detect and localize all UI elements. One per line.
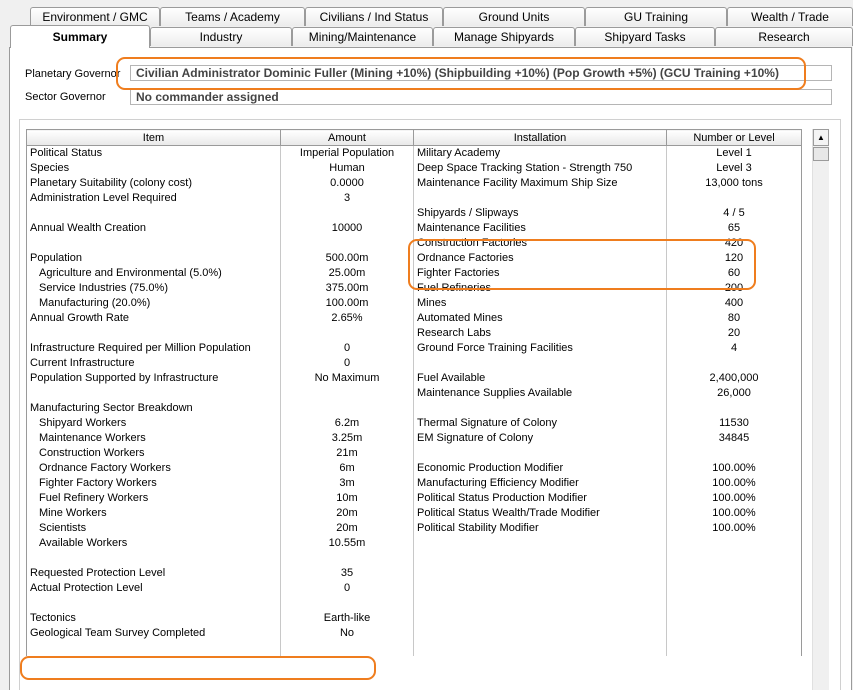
- item-cell: Manufacturing Sector Breakdown: [27, 401, 281, 416]
- table-row[interactable]: [27, 626, 802, 641]
- tab-civilians-ind-status[interactable]: Civilians / Ind Status: [305, 7, 443, 26]
- item-cell: Scientists: [27, 521, 281, 536]
- table-row[interactable]: [27, 206, 802, 221]
- level-cell: 4 / 5: [667, 206, 802, 221]
- table-row[interactable]: [27, 431, 802, 446]
- header-item[interactable]: Item: [27, 130, 281, 146]
- table-row[interactable]: [27, 521, 802, 536]
- level-cell: 65: [667, 221, 802, 236]
- item-cell: Population: [27, 251, 281, 266]
- installation-cell: Shipyards / Slipways: [414, 206, 667, 221]
- amount-cell: 0: [281, 341, 414, 356]
- installation-cell: Ground Force Training Facilities: [414, 341, 667, 356]
- item-cell: [27, 551, 281, 566]
- installation-cell: Automated Mines: [414, 311, 667, 326]
- item-cell: Shipyard Workers: [27, 416, 281, 431]
- amount-cell: 100.00m: [281, 296, 414, 311]
- table-row[interactable]: [27, 401, 802, 416]
- installation-cell: [414, 596, 667, 611]
- sector-governor-field[interactable]: No commander assigned: [130, 89, 832, 105]
- table-row[interactable]: [27, 341, 802, 356]
- level-cell: 26,000: [667, 386, 802, 401]
- installation-cell: Fuel Available: [414, 371, 667, 386]
- table-row[interactable]: [27, 596, 802, 611]
- item-cell: [27, 641, 281, 656]
- tab-shipyard-tasks[interactable]: Shipyard Tasks: [575, 27, 715, 46]
- item-cell: [27, 386, 281, 401]
- table-row[interactable]: [27, 191, 802, 206]
- level-cell: [667, 191, 802, 206]
- table-row[interactable]: [27, 536, 802, 551]
- summary-grid: [26, 129, 802, 656]
- installation-cell: [414, 551, 667, 566]
- amount-cell: 6m: [281, 461, 414, 476]
- installation-cell: [414, 626, 667, 641]
- installation-cell: Fuel Refineries: [414, 281, 667, 296]
- tab-research[interactable]: Research: [715, 27, 853, 46]
- amount-cell: 3.25m: [281, 431, 414, 446]
- amount-cell: [281, 551, 414, 566]
- level-cell: [667, 536, 802, 551]
- planetary-governor-field[interactable]: Civilian Administrator Dominic Fuller (Mining +10%) (Shipbuilding +10%) (Pop Growth +5%) (GCU Training +10%): [130, 65, 832, 81]
- item-cell: Species: [27, 161, 281, 176]
- sector-governor-label: Sector Governor: [25, 91, 106, 103]
- installation-cell: [414, 641, 667, 656]
- table-row[interactable]: [27, 236, 802, 251]
- item-cell: Annual Growth Rate: [27, 311, 281, 326]
- item-cell: Available Workers: [27, 536, 281, 551]
- installation-cell: Political Status Production Modifier: [414, 491, 667, 506]
- level-cell: [667, 626, 802, 641]
- tab-environment-gmc[interactable]: Environment / GMC: [30, 7, 160, 26]
- scroll-thumb[interactable]: [813, 147, 829, 161]
- table-row[interactable]: [27, 311, 802, 326]
- scroll-up-arrow-icon[interactable]: ▲: [813, 129, 829, 146]
- amount-cell: No: [281, 626, 414, 641]
- amount-cell: 2.65%: [281, 311, 414, 326]
- installation-cell: [414, 581, 667, 596]
- amount-cell: 20m: [281, 506, 414, 521]
- amount-cell: [281, 641, 414, 656]
- installation-cell: Economic Production Modifier: [414, 461, 667, 476]
- amount-cell: 6.2m: [281, 416, 414, 431]
- item-cell: Infrastructure Required per Million Population: [27, 341, 281, 356]
- amount-cell: [281, 206, 414, 221]
- table-row[interactable]: [27, 461, 802, 476]
- item-cell: Agriculture and Environmental (5.0%): [27, 266, 281, 281]
- tab-mining-maintenance[interactable]: Mining/Maintenance: [292, 27, 433, 46]
- level-cell: [667, 446, 802, 461]
- level-cell: [667, 596, 802, 611]
- amount-cell: 0: [281, 356, 414, 371]
- level-cell: 13,000 tons: [667, 176, 802, 191]
- level-cell: 100.00%: [667, 521, 802, 536]
- amount-cell: 10000: [281, 221, 414, 236]
- table-row[interactable]: [27, 371, 802, 386]
- item-cell: Political Status: [27, 146, 281, 162]
- level-cell: 100.00%: [667, 476, 802, 491]
- item-cell: Current Infrastructure: [27, 356, 281, 371]
- amount-cell: [281, 596, 414, 611]
- amount-cell: [281, 386, 414, 401]
- amount-cell: 3: [281, 191, 414, 206]
- item-cell: [27, 596, 281, 611]
- item-cell: Actual Protection Level: [27, 581, 281, 596]
- item-cell: Ordnance Factory Workers: [27, 461, 281, 476]
- installation-cell: EM Signature of Colony: [414, 431, 667, 446]
- installation-cell: Thermal Signature of Colony: [414, 416, 667, 431]
- item-cell: [27, 326, 281, 341]
- level-cell: [667, 611, 802, 626]
- table-row[interactable]: [27, 296, 802, 311]
- level-cell: [667, 401, 802, 416]
- amount-cell: Human: [281, 161, 414, 176]
- table-row[interactable]: [27, 446, 802, 461]
- amount-cell: 0: [281, 581, 414, 596]
- installation-cell: [414, 401, 667, 416]
- item-cell: [27, 236, 281, 251]
- item-cell: Fuel Refinery Workers: [27, 491, 281, 506]
- installation-cell: Maintenance Facility Maximum Ship Size: [414, 176, 667, 191]
- table-row[interactable]: [27, 161, 802, 176]
- level-cell: 100.00%: [667, 506, 802, 521]
- level-cell: [667, 641, 802, 656]
- table-row[interactable]: [27, 476, 802, 491]
- installation-cell: Ordnance Factories: [414, 251, 667, 266]
- level-cell: 100.00%: [667, 461, 802, 476]
- level-cell: [667, 356, 802, 371]
- level-cell: [667, 566, 802, 581]
- tab-summary[interactable]: Summary: [10, 25, 150, 48]
- level-cell: [667, 581, 802, 596]
- level-cell: 34845: [667, 431, 802, 446]
- amount-cell: 0.0000: [281, 176, 414, 191]
- amount-cell: 10.55m: [281, 536, 414, 551]
- installation-cell: [414, 536, 667, 551]
- installation-cell: Deep Space Tracking Station - Strength 750: [414, 161, 667, 176]
- level-cell: Level 1: [667, 146, 802, 162]
- item-cell: Population Supported by Infrastructure: [27, 371, 281, 386]
- amount-cell: [281, 236, 414, 251]
- item-cell: Geological Team Survey Completed: [27, 626, 281, 641]
- installation-cell: [414, 191, 667, 206]
- installation-cell: [414, 446, 667, 461]
- table-row[interactable]: [27, 356, 802, 371]
- installation-cell: [414, 611, 667, 626]
- level-cell: Level 3: [667, 161, 802, 176]
- item-cell: Construction Workers: [27, 446, 281, 461]
- level-cell: 420: [667, 236, 802, 251]
- amount-cell: 375.00m: [281, 281, 414, 296]
- amount-cell: [281, 326, 414, 341]
- planetary-governor-label: Planetary Governor: [25, 68, 121, 80]
- item-cell: Maintenance Workers: [27, 431, 281, 446]
- tab-industry[interactable]: Industry: [150, 27, 292, 46]
- installation-cell: Maintenance Supplies Available: [414, 386, 667, 401]
- header-number-or-level[interactable]: Number or Level: [667, 130, 802, 146]
- amount-cell: 3m: [281, 476, 414, 491]
- installation-cell: Maintenance Facilities: [414, 221, 667, 236]
- item-cell: Mine Workers: [27, 506, 281, 521]
- installation-cell: [414, 566, 667, 581]
- amount-cell: Imperial Population: [281, 146, 414, 162]
- table-row[interactable]: [27, 326, 802, 341]
- item-cell: Administration Level Required: [27, 191, 281, 206]
- level-cell: 2,400,000: [667, 371, 802, 386]
- table-row[interactable]: [27, 221, 802, 236]
- amount-cell: [281, 401, 414, 416]
- item-cell: Planetary Suitability (colony cost): [27, 176, 281, 191]
- amount-cell: 25.00m: [281, 266, 414, 281]
- table-row[interactable]: [27, 266, 802, 281]
- level-cell: 4: [667, 341, 802, 356]
- tab-manage-shipyards[interactable]: Manage Shipyards: [433, 27, 575, 46]
- level-cell: 80: [667, 311, 802, 326]
- installation-cell: Manufacturing Efficiency Modifier: [414, 476, 667, 491]
- level-cell: 20: [667, 326, 802, 341]
- table-row[interactable]: [27, 566, 802, 581]
- table-row[interactable]: [27, 386, 802, 401]
- level-cell: 120: [667, 251, 802, 266]
- installation-cell: Mines: [414, 296, 667, 311]
- table-row[interactable]: [27, 281, 802, 296]
- amount-cell: 35: [281, 566, 414, 581]
- table-row[interactable]: [27, 551, 802, 566]
- level-cell: 60: [667, 266, 802, 281]
- tab-wealth-trade[interactable]: Wealth / Trade: [727, 7, 853, 26]
- table-row[interactable]: [27, 416, 802, 431]
- header-installation[interactable]: Installation: [414, 130, 667, 146]
- installation-cell: Fighter Factories: [414, 266, 667, 281]
- item-cell: [27, 206, 281, 221]
- item-cell: Tectonics: [27, 611, 281, 626]
- amount-cell: 21m: [281, 446, 414, 461]
- vertical-scrollbar[interactable]: [812, 129, 829, 690]
- table-row[interactable]: [27, 251, 802, 266]
- tab-teams-academy[interactable]: Teams / Academy: [160, 7, 305, 26]
- amount-cell: Earth-like: [281, 611, 414, 626]
- table-row[interactable]: [27, 146, 802, 162]
- table-row[interactable]: [27, 176, 802, 191]
- installation-cell: Political Status Wealth/Trade Modifier: [414, 506, 667, 521]
- table-row[interactable]: [27, 641, 802, 656]
- grid-header-row: [27, 130, 802, 146]
- level-cell: 200: [667, 281, 802, 296]
- header-amount[interactable]: Amount: [281, 130, 414, 146]
- item-cell: Requested Protection Level: [27, 566, 281, 581]
- amount-cell: 10m: [281, 491, 414, 506]
- level-cell: 100.00%: [667, 491, 802, 506]
- table-row[interactable]: [27, 581, 802, 596]
- tab-gu-training[interactable]: GU Training: [585, 7, 727, 26]
- item-cell: Manufacturing (20.0%): [27, 296, 281, 311]
- level-cell: 400: [667, 296, 802, 311]
- level-cell: 11530: [667, 416, 802, 431]
- table-row[interactable]: [27, 506, 802, 521]
- item-cell: Annual Wealth Creation: [27, 221, 281, 236]
- installation-cell: Construction Factories: [414, 236, 667, 251]
- installation-cell: Military Academy: [414, 146, 667, 162]
- amount-cell: 20m: [281, 521, 414, 536]
- tab-ground-units[interactable]: Ground Units: [443, 7, 585, 26]
- item-cell: Fighter Factory Workers: [27, 476, 281, 491]
- item-cell: Service Industries (75.0%): [27, 281, 281, 296]
- amount-cell: No Maximum: [281, 371, 414, 386]
- table-row[interactable]: [27, 491, 802, 506]
- table-row[interactable]: [27, 611, 802, 626]
- installation-cell: [414, 356, 667, 371]
- installation-cell: Political Stability Modifier: [414, 521, 667, 536]
- level-cell: [667, 551, 802, 566]
- installation-cell: Research Labs: [414, 326, 667, 341]
- amount-cell: 500.00m: [281, 251, 414, 266]
